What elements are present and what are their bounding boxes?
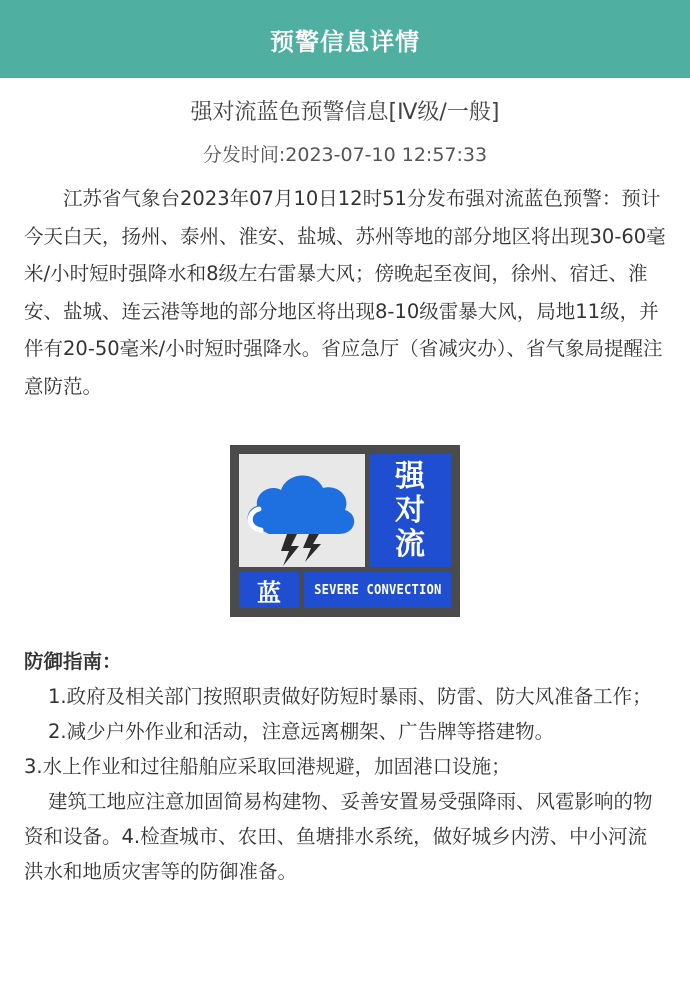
- app-header: [0, 0, 690, 78]
- content-area: [0, 96, 690, 889]
- signal-type-panel: [369, 454, 451, 567]
- alert-body: 江苏省气象台2023年07月10日12时51分发布强对流蓝色预警：预计今天白天，扬州、泰州、淮安、盐城、苏州等地的部分地区将出现30-60毫米/小时短时强降水和8级左右雷暴大风；傍晚起至夜间，徐州、宿迁、淮安、盐城、连云港等地的部分地区将出现8-10级雷暴大风，局地11级，并伴有20-50毫米/小时短时强降水。省应急厅（省减灾办）、省气象局提醒注意防范。: [24, 187, 666, 398]
- thunderstorm-cloud-icon: [239, 454, 365, 567]
- signal-type-char: 流: [395, 526, 425, 562]
- warning-signal-image: [230, 445, 460, 617]
- signal-type-char: 对: [395, 492, 425, 528]
- alert-title: 强对流蓝色预警信息[Ⅳ级/一般]: [190, 100, 500, 125]
- signal-type-char: 强: [395, 458, 425, 494]
- guide-item: 1.政府及相关部门按照职责做好防短时暴雨、防雷、防大风准备工作；: [48, 685, 652, 708]
- signal-level-label: 蓝: [257, 578, 281, 607]
- page-title: 预警信息详情: [270, 27, 420, 56]
- signal-english-label: SEVERE CONVECTION: [313, 582, 442, 598]
- signal-english-panel: [304, 572, 451, 608]
- guide-item: 3.水上作业和过往船舶应采取回港规避，加固港口设施；: [24, 755, 511, 778]
- guide-item: 2.减少户外作业和活动，注意远离棚架、广告牌等搭建物。: [48, 720, 555, 743]
- alert-issue-time: 分发时间:2023-07-10 12:57:33: [202, 144, 488, 166]
- guide-title: 防御指南：: [24, 650, 122, 673]
- signal-level-panel: [239, 572, 299, 608]
- guide-item: 建筑工地应注意加固简易构建物、妥善安置易受强降雨、风雹影响的物资和设备。4.检查城市、农田、鱼塘排水系统，做好城乡内涝、中小河流洪水和地质灾害等的防御准备。: [24, 790, 653, 883]
